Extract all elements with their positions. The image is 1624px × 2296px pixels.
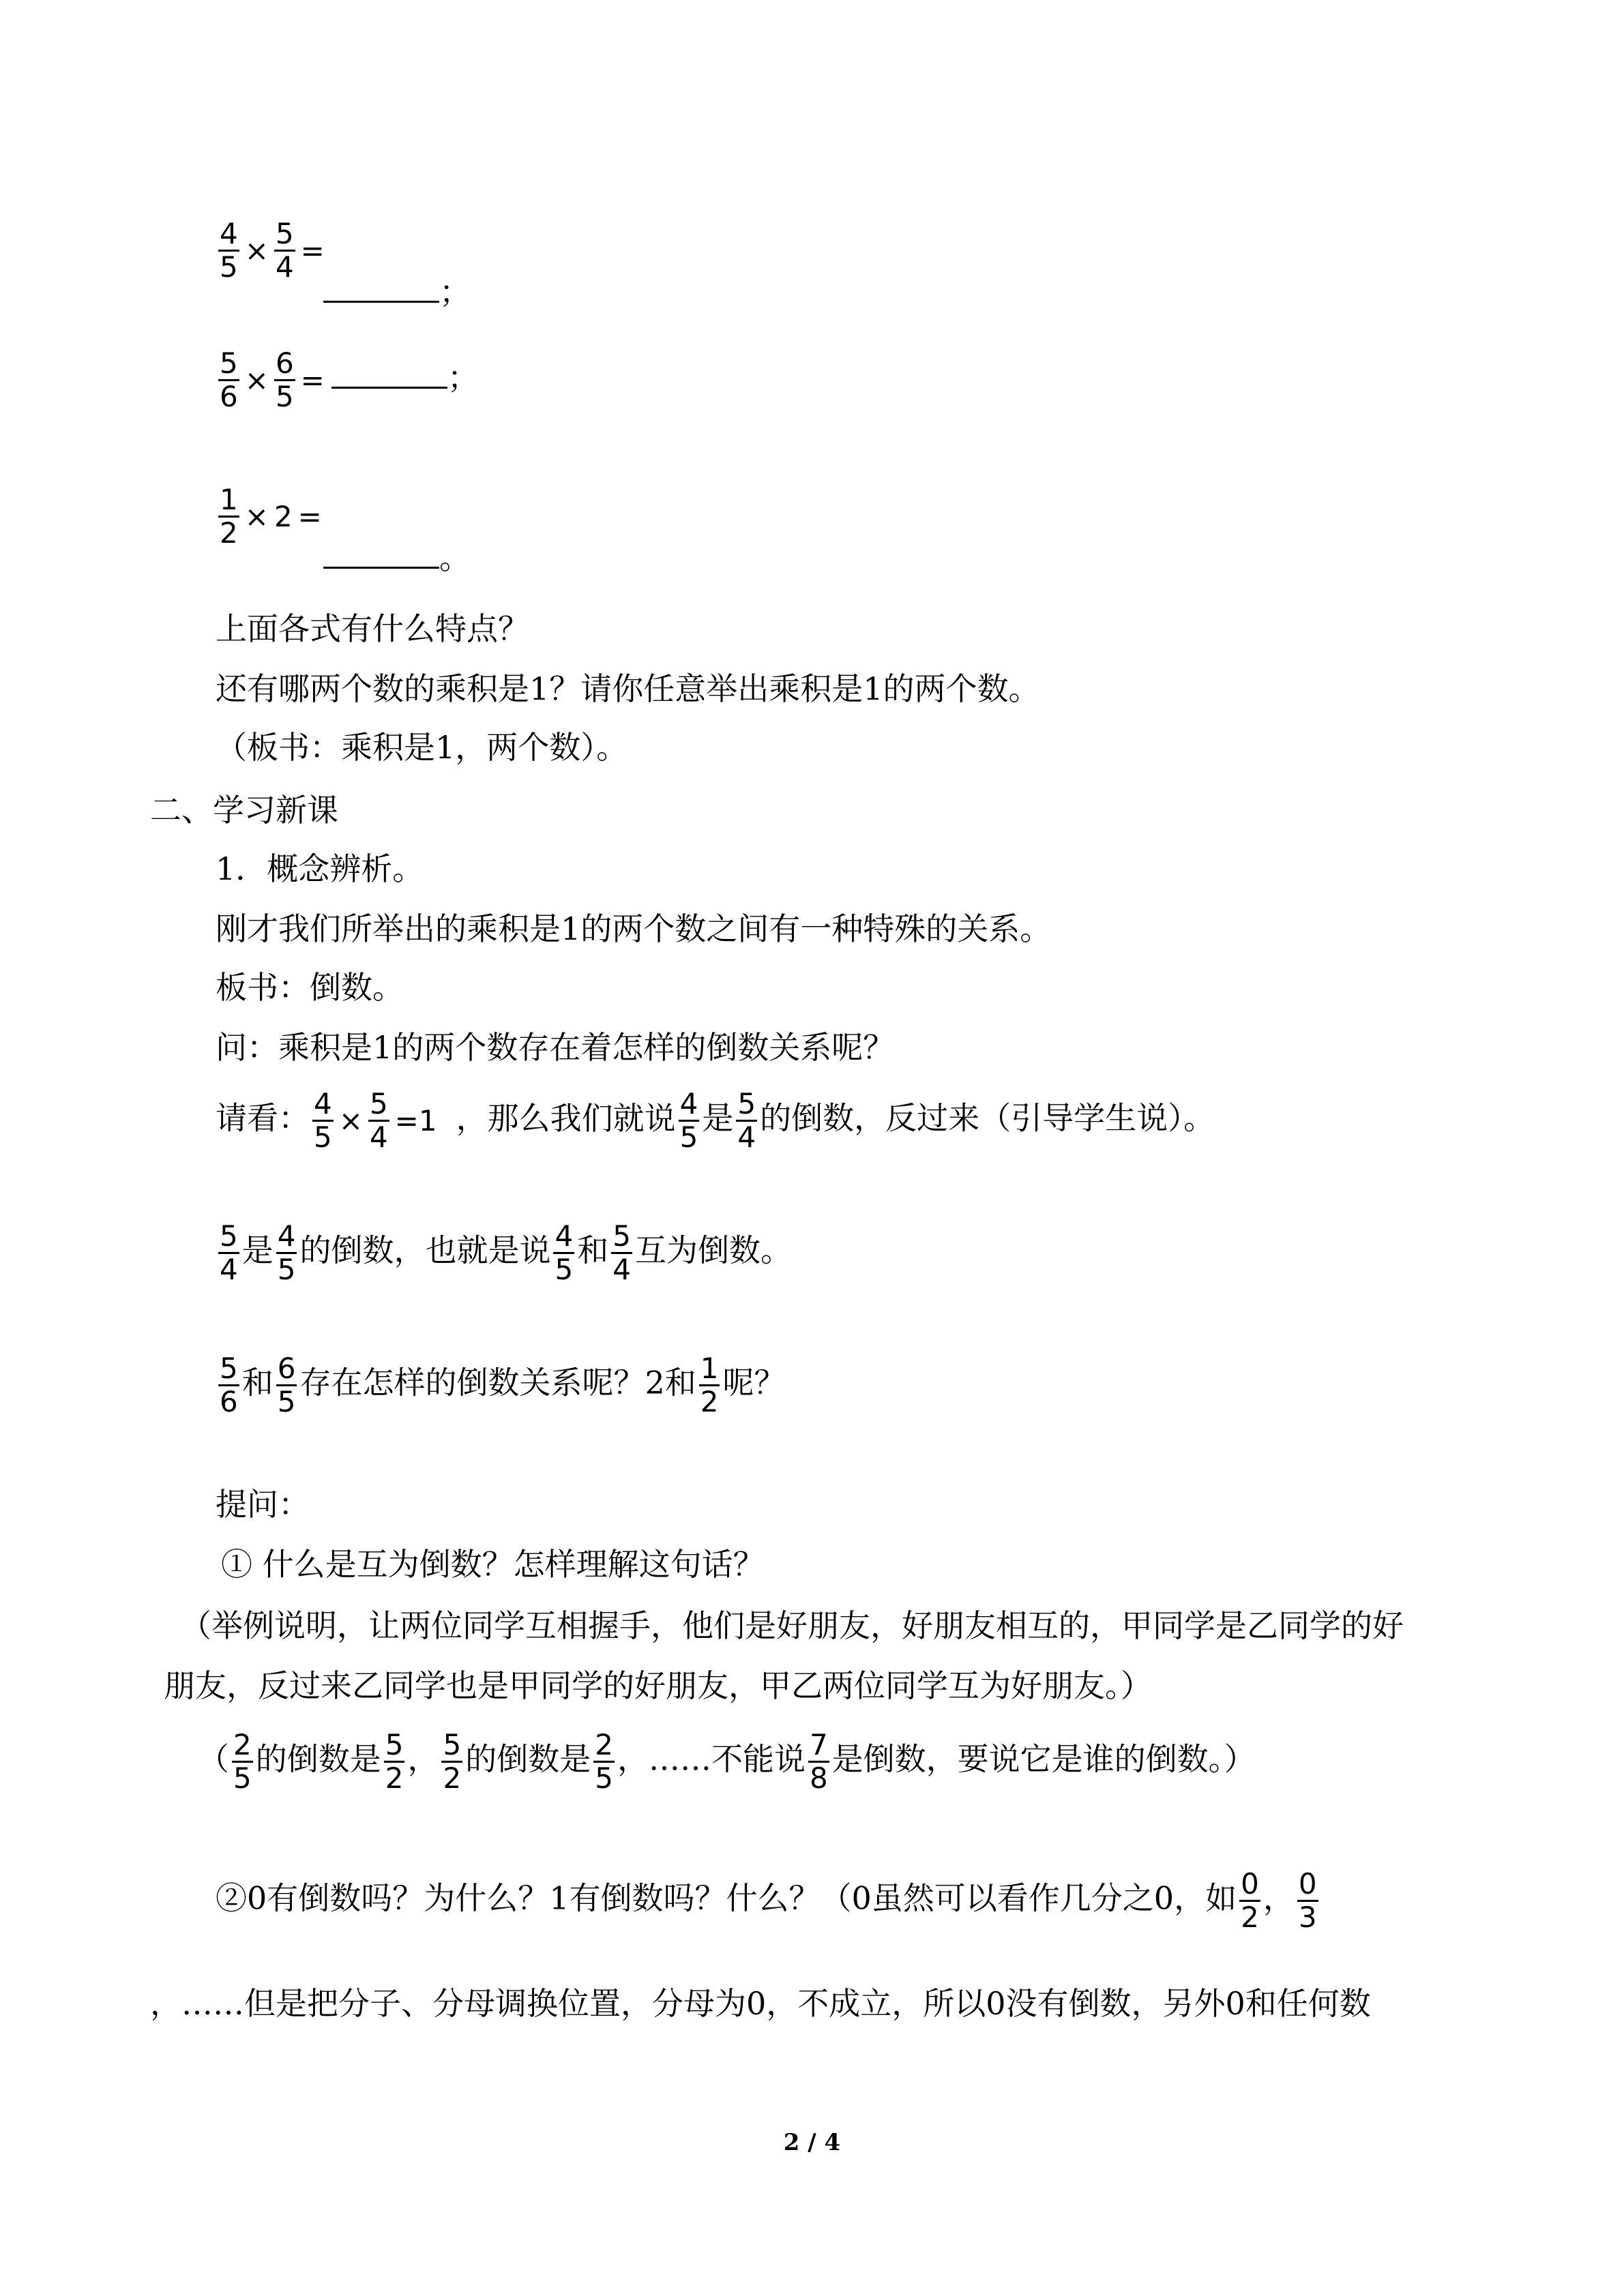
board-note-2: 板书：倒数。 [216, 969, 404, 1006]
fraction: $\frac{4}{5}$ [555, 1219, 574, 1286]
exercise-3: $\frac{1}{2}$ × 2 = [220, 483, 322, 550]
fraction: $\frac{4}{5}$ [314, 1087, 332, 1154]
look-line: 请看： $\frac{4}{5}$ × $\frac{5}{4}$ =1 ，那么我们就说 $\frac{4}{5}$ 是 $\frac{5}{4}$ 的倒数，反过来（引导学生说）。 [216, 1087, 1215, 1154]
example-line-1: （举例说明，让两位同学互相握手，他们是好朋友，好朋友相互的，甲同学是乙同学的好 [180, 1607, 1404, 1644]
answer-blank-1: ； [319, 271, 471, 312]
fraction: $\frac{5}{2}$ [443, 1728, 462, 1795]
reciprocal-line-1: $\frac{5}{4}$ 是 $\frac{4}{5}$ 的倒数，也就是说 $\frac{4}{5}$ 和 $\frac{5}{4}$ 互为倒数。 [220, 1219, 792, 1286]
fraction: $\frac{4}{5}$ [277, 1219, 296, 1286]
example-line-2: 朋友，反过来乙同学也是甲同学的好朋友，甲乙两位同学互为好朋友。） [164, 1667, 1152, 1704]
fraction: $\frac{5}{4}$ [220, 1219, 238, 1286]
fraction: $\frac{1}{2}$ [700, 1352, 719, 1418]
paragraph-2: 问：乘积是1的两个数存在着怎样的倒数关系呢？ [216, 1029, 895, 1066]
fraction: $\frac{5}{2}$ [385, 1728, 404, 1795]
fraction: $\frac{4}{5}$ [220, 217, 238, 284]
item-1: 1．概念辨析。 [216, 850, 424, 887]
paragraph-1: 刚才我们所举出的乘积是1的两个数之间有一种特殊的关系。 [216, 910, 1052, 947]
fraction: $\frac{0}{3}$ [1298, 1867, 1317, 1934]
question-2: 还有哪两个数的乘积是1？请你任意举出乘积是1的两个数。 [216, 670, 1040, 707]
fraction: $\frac{7}{8}$ [809, 1728, 828, 1795]
fraction: $\frac{4}{5}$ [679, 1087, 698, 1154]
ask-label: 提问： [216, 1486, 310, 1523]
fraction: $\frac{0}{2}$ [1241, 1867, 1259, 1934]
fraction: $\frac{2}{5}$ [233, 1728, 252, 1795]
fraction: $\frac{5}{4}$ [369, 1087, 388, 1154]
fraction: $\frac{5}{4}$ [737, 1087, 756, 1154]
fraction: $\frac{5}{4}$ [275, 217, 294, 284]
answer-blank-3: 。 [319, 537, 471, 578]
fraction: $\frac{2}{5}$ [595, 1728, 613, 1795]
fraction: $\frac{6}{5}$ [277, 1352, 296, 1418]
reciprocal-line-3: （ $\frac{2}{5}$ 的倒数是 $\frac{5}{2}$ ， $\frac{5}{2}$ 的倒数是 $\frac{2}{5}$ ，……不能说 $\frac{7}{8}$ 是倒数，要说它是谁的倒数。） [198, 1728, 1256, 1795]
fraction: $\frac{5}{6}$ [220, 1352, 238, 1418]
question-circle-1: ① 什么是互为倒数？怎样理解这句话？ [221, 1546, 765, 1583]
fraction: $\frac{5}{6}$ [220, 346, 238, 413]
last-line: ，……但是把分子、分母调换位置，分母为0，不成立，所以0没有倒数，另外0和任何数 [150, 1985, 1371, 2022]
exercise-2: $\frac{5}{6}$ × $\frac{6}{5}$ = ； [220, 346, 479, 413]
page-number: 2 / 4 [783, 2129, 841, 2156]
question-circle-2: ②0有倒数吗？为什么？1有倒数吗？什么？（0虽然可以看作几分之0，如 $\frac{0}{2}$ ， $\frac{0}{3}$ [216, 1867, 1317, 1934]
fraction: $\frac{5}{4}$ [612, 1219, 631, 1286]
fraction: $\frac{1}{2}$ [220, 483, 238, 550]
question-1: 上面各式有什么特点？ [216, 610, 529, 647]
reciprocal-line-2: $\frac{5}{6}$ 和 $\frac{6}{5}$ 存在怎样的倒数关系呢？2和 $\frac{1}{2}$ 呢？ [220, 1352, 786, 1418]
fraction: $\frac{6}{5}$ [275, 346, 294, 413]
answer-blank-2 [331, 359, 447, 389]
section-heading: 二、学习新课 [150, 792, 338, 829]
exercise-1: $\frac{4}{5}$ × $\frac{5}{4}$ = [220, 217, 325, 284]
board-note-1: （板书：乘积是1，两个数）。 [216, 729, 628, 766]
